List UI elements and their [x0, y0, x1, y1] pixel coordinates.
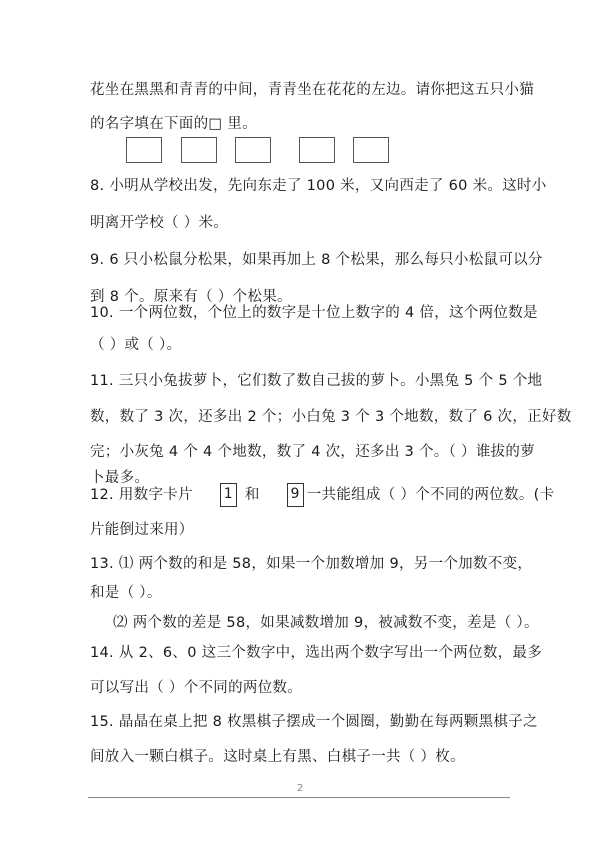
q14-line-1: 14. 从 2、6、0 这三个数字中，选出两个数字写出一个两位数，最多: [90, 645, 543, 661]
q11-line-2: 数，数了 3 次，还多出 2 个；小白兔 3 个 3 个地数，数了 6 次，正好数: [90, 409, 572, 425]
q8-line-2: 明离开学校（ ）米。: [90, 215, 229, 231]
q12-line-2: 片能倒过来用）: [90, 522, 194, 538]
q11-line-4: 卜最多。: [90, 470, 150, 486]
q10-line-1: 10. 一个两位数，个位上的数字是十位上数字的 4 倍，这个两位数是: [90, 305, 538, 321]
q12-prefix: 12. 用数字卡片: [90, 487, 193, 503]
answer-box-5[interactable]: [353, 137, 389, 163]
q8-line-1: 8. 小明从学校出发，先向东走了 100 米，又向西走了 60 米。这时小: [90, 178, 547, 194]
q15-line-1: 15. 晶晶在桌上把 8 枚黑棋子摆成一个圆圈，勤勤在每两颗黑棋子之: [90, 714, 538, 730]
footer-divider: [88, 797, 510, 798]
answer-box-4[interactable]: [299, 137, 335, 163]
q12-suffix: 一共能组成（ ）个不同的两位数。(卡: [306, 487, 555, 503]
answer-box-2[interactable]: [181, 137, 217, 163]
number-card-1: 1: [220, 483, 237, 507]
q12-and: 和: [244, 487, 260, 503]
q9-line-1: 9. 6 只小松鼠分松果，如果再加上 8 个松果，那么每只小松鼠可以分: [90, 252, 543, 268]
page-number: 2: [296, 783, 304, 794]
q11-line-3: 完；小灰兔 4 个 4 个地数，数了 4 次，还多出 3 个。（ ）谁拔的萝: [90, 444, 536, 460]
q10-line-2: （ ）或（ ）。: [90, 337, 182, 353]
answer-box-1[interactable]: [126, 137, 162, 163]
number-card-9: 9: [287, 483, 304, 507]
q12-line-1: [90, 483, 554, 507]
q13-line-1: 13. ⑴ 两个数的和是 58，如果一个加数增加 9，另一个加数不变，: [90, 556, 533, 572]
q9-line-2: 到 8 个。原来有（ ）个松果。: [90, 289, 292, 305]
q13-line-2: 和是（ ）。: [90, 585, 162, 601]
q14-line-2: 可以写出（ ）个不同的两位数。: [90, 680, 303, 696]
answer-box-3[interactable]: [235, 137, 271, 163]
q7-line-2: 的名字填在下面的□ 里。: [90, 116, 257, 132]
q13-line-3: ⑵ 两个数的差是 58，如果减数增加 9，被减数不变，差是（ ）。: [113, 615, 539, 631]
q7-line-1: 花坐在黑黑和青青的中间，青青坐在花花的左边。请你把这五只小猫: [90, 82, 534, 98]
q11-line-1: 11. 三只小兔拔萝卜，它们数了数自己拔的萝卜。小黑兔 5 个 5 个地: [90, 373, 543, 389]
q15-line-2: 间放入一颗白棋子。这时桌上有黑、白棋子一共（ ）枚。: [90, 749, 465, 765]
